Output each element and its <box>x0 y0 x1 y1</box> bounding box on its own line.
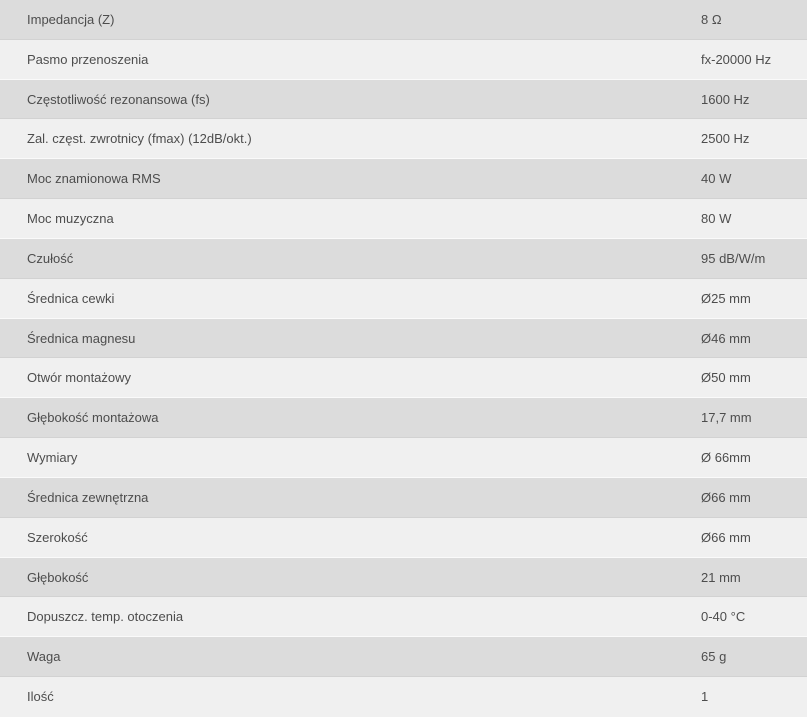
table-row <box>0 319 807 359</box>
spec-value: 21 mm <box>701 569 741 585</box>
spec-label: Impedancja (Z) <box>27 11 115 27</box>
spec-value: 17,7 mm <box>701 410 752 426</box>
table-row <box>0 80 807 120</box>
spec-value: 2500 Hz <box>701 131 750 147</box>
spec-value: fx-20000 Hz <box>701 51 772 67</box>
spec-label: Dopuszcz. temp. otoczenia <box>27 609 184 625</box>
table-row <box>0 438 807 478</box>
table-row <box>0 358 807 398</box>
table-row <box>0 558 807 598</box>
table-row <box>0 637 807 677</box>
spec-label: Otwór montażowy <box>27 370 132 386</box>
spec-value: Ø50 mm <box>701 370 751 386</box>
spec-label: Szerokość <box>27 529 88 545</box>
table-row <box>0 0 807 40</box>
table-row <box>0 478 807 518</box>
spec-label: Głębokość montażowa <box>27 410 159 426</box>
table-row <box>0 279 807 319</box>
spec-value: 40 W <box>701 171 732 187</box>
table-row <box>0 677 807 717</box>
spec-label: Waga <box>27 649 61 665</box>
spec-label: Częstotliwość rezonansowa (fs) <box>27 91 210 107</box>
spec-value: Ø25 mm <box>701 290 751 306</box>
table-row <box>0 239 807 279</box>
spec-value: Ø 66mm <box>701 450 751 466</box>
spec-label: Średnica cewki <box>27 290 115 306</box>
spec-label: Pasmo przenoszenia <box>27 51 149 67</box>
spec-value: 0-40 °C <box>701 609 746 625</box>
table-row <box>0 159 807 199</box>
spec-value: 1600 Hz <box>701 91 750 107</box>
spec-label: Czułość <box>27 250 74 266</box>
spec-value: Ø46 mm <box>701 330 751 346</box>
table-row <box>0 597 807 637</box>
spec-label: Moc znamionowa RMS <box>27 171 161 187</box>
spec-label: Zal. częst. zwrotnicy (fmax) (12dB/okt.) <box>27 131 252 147</box>
table-row <box>0 398 807 438</box>
table-row <box>0 119 807 159</box>
spec-value: Ø66 mm <box>701 489 751 505</box>
spec-value: Ø66 mm <box>701 529 751 545</box>
spec-value: 80 W <box>701 211 732 227</box>
table-row <box>0 40 807 80</box>
spec-label: Średnica magnesu <box>27 330 136 346</box>
spec-label: Ilość <box>27 689 54 705</box>
spec-value: 65 g <box>701 649 727 665</box>
spec-label: Moc muzyczna <box>27 211 114 227</box>
spec-value: 8 Ω <box>701 11 722 27</box>
spec-label: Średnica zewnętrzna <box>27 489 149 505</box>
spec-label: Głębokość <box>27 569 89 585</box>
spec-label: Wymiary <box>27 450 78 466</box>
spec-value: 1 <box>701 689 709 705</box>
table-row <box>0 518 807 558</box>
table-row <box>0 199 807 239</box>
spec-value: 95 dB/W/m <box>701 250 766 266</box>
